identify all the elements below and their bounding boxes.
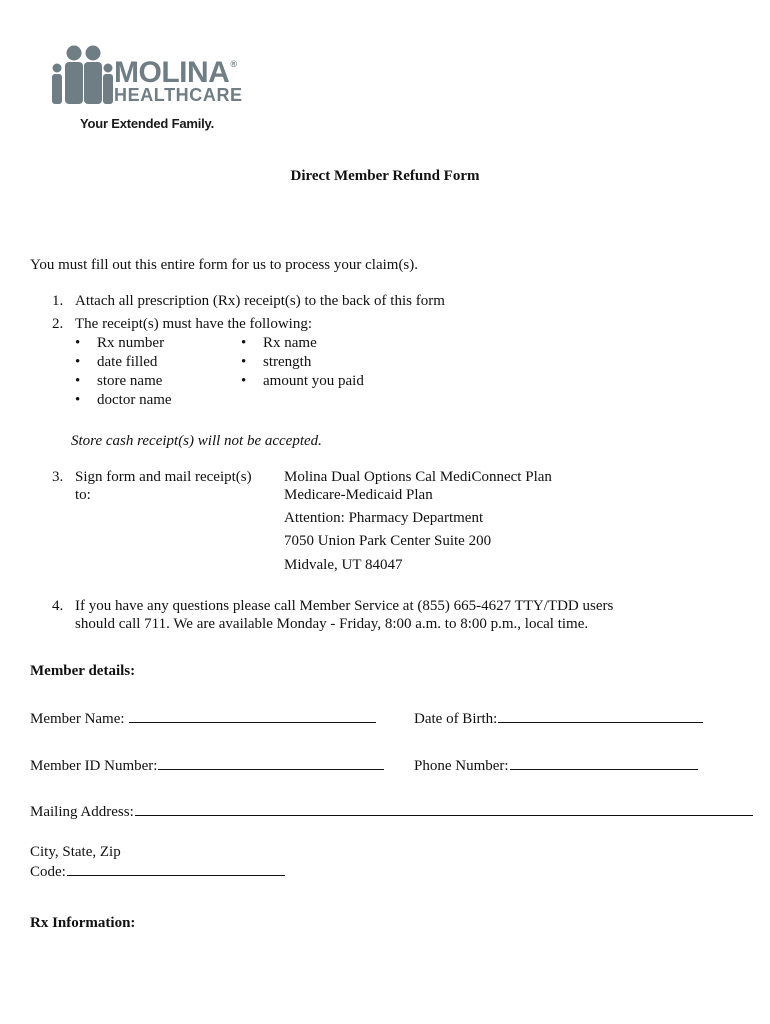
phone-number-line[interactable]: [510, 755, 698, 770]
step-2-number: 2.: [52, 316, 64, 332]
date-of-birth-label: Date of Birth:: [414, 711, 498, 727]
logo-brand-molina: MOLINA®: [114, 56, 237, 89]
receipt-item-rx-name: • Rx name: [263, 334, 317, 352]
mailing-address-field[interactable]: [30, 801, 753, 821]
form-title: Direct Member Refund Form: [290, 168, 480, 184]
family-figures-icon: [48, 44, 114, 104]
city-state-zip-line[interactable]: [67, 861, 285, 876]
step-4-number: 4.: [52, 598, 64, 614]
phone-number-field[interactable]: [414, 755, 698, 775]
logo-brand-healthcare: HEALTHCARE: [114, 85, 243, 105]
rx-information-heading: Rx Information:: [30, 915, 136, 931]
member-id-field[interactable]: [30, 755, 384, 775]
mailing-city: Midvale, UT 84047: [284, 557, 403, 573]
receipt-item-amount-paid: • amount you paid: [263, 372, 364, 390]
receipt-item-doctor-name: • doctor name: [97, 391, 172, 409]
member-id-line[interactable]: [158, 755, 384, 770]
city-state-zip-label-cont: Code:: [30, 864, 66, 880]
member-name-field[interactable]: [30, 708, 376, 728]
intro-text: You must fill out this entire form for us to process your claim(s).: [30, 257, 419, 273]
date-of-birth-line[interactable]: [498, 708, 703, 723]
mailing-attention: Attention: Pharmacy Department: [284, 510, 484, 526]
logo-tagline: Your Extended Family.: [80, 116, 215, 131]
mailing-address-label: Mailing Address:: [30, 804, 134, 820]
step-3-text-cont: to:: [75, 487, 91, 503]
mailing-address-line[interactable]: [135, 801, 753, 816]
step-2-text: The receipt(s) must have the following:: [75, 316, 313, 332]
receipt-item-strength: • strength: [263, 353, 311, 371]
receipt-item-store-name: • store name: [97, 372, 162, 390]
step-1-text: Attach all prescription (Rx) receipt(s) to the back of this form: [75, 293, 445, 309]
mailing-plan-line1: Molina Dual Options Cal MediConnect Plan: [284, 469, 552, 485]
step-3-text: Sign form and mail receipt(s): [75, 469, 252, 485]
step-4-text: If you have any questions please call Member Service at (855) 665-4627 TTY/TDD users: [75, 598, 614, 614]
member-name-label: Member Name:: [30, 711, 129, 727]
step-4-text-cont: should call 711. We are available Monday - Friday, 8:00 a.m. to 8:00 p.m., local time.: [75, 616, 589, 632]
member-id-label: Member ID Number:: [30, 758, 158, 774]
receipt-item-date-filled: • date filled: [97, 353, 157, 371]
city-state-zip-label: City, State, Zip: [30, 844, 121, 860]
city-state-zip-field[interactable]: [30, 861, 285, 881]
step-1-number: 1.: [52, 293, 64, 309]
date-of-birth-field[interactable]: [414, 708, 703, 728]
mailing-plan-line2: Medicare-Medicaid Plan: [284, 487, 433, 503]
cash-receipt-note: Store cash receipt(s) will not be accepted.: [71, 433, 322, 449]
member-name-line[interactable]: [129, 708, 376, 723]
mailing-street: 7050 Union Park Center Suite 200: [284, 533, 492, 549]
member-details-heading: Member details:: [30, 663, 136, 679]
receipt-item-rx-number: • Rx number: [97, 334, 164, 352]
step-3-number: 3.: [52, 469, 64, 485]
phone-number-label: Phone Number:: [414, 758, 509, 774]
